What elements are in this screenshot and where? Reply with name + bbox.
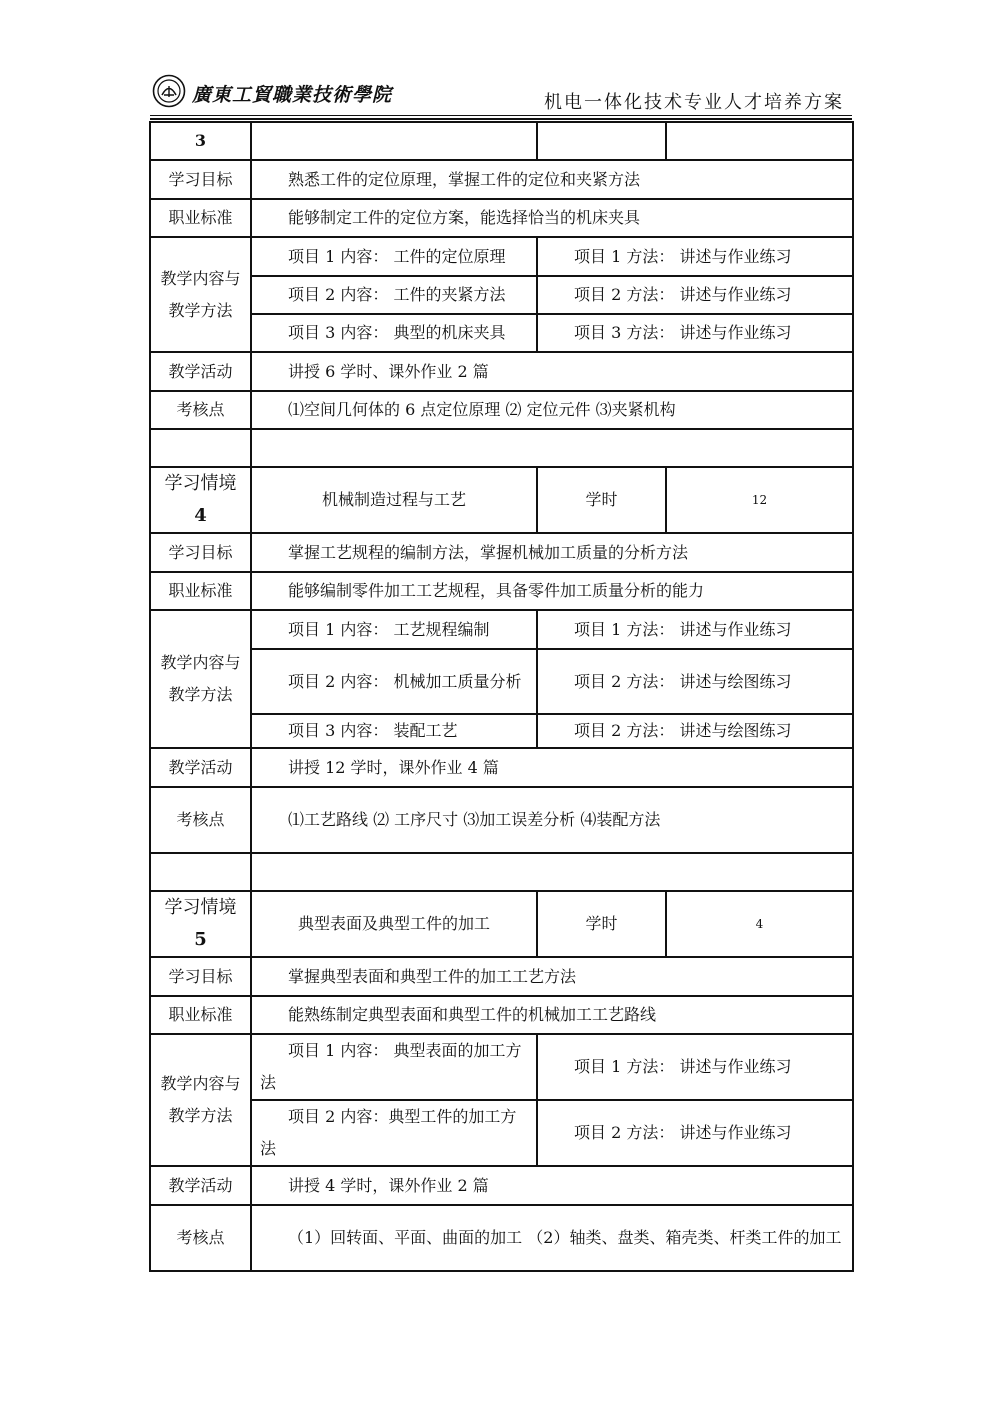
- item-method: 项目 1 方法： 讲述与作业练习: [537, 237, 853, 276]
- situation-label-cell: [150, 467, 251, 533]
- standard-row: [150, 199, 853, 237]
- goal-label: 学习目标: [150, 533, 251, 572]
- hours-value: 12: [666, 467, 853, 533]
- content-row: [150, 1034, 853, 1100]
- assessment-row: [150, 391, 853, 429]
- standard-text: 能够制定工件的定位方案，能选择恰当的机床夹具: [251, 199, 853, 237]
- item-content: 项目 3 内容： 典型的机床夹具: [251, 314, 537, 352]
- content-row: [150, 714, 853, 748]
- page-header: [150, 70, 852, 118]
- situation-label: 学习情境: [164, 897, 237, 918]
- standard-row: [150, 996, 853, 1034]
- situation-header-row: [150, 891, 853, 957]
- spacer-cell: [150, 853, 251, 891]
- item-method: 项目 3 方法： 讲述与作业练习: [537, 314, 853, 352]
- situation-number: 5: [194, 929, 207, 950]
- plan-title: 机电一体化技术专业人才培养方案: [544, 92, 844, 113]
- school-logo-icon: [152, 74, 186, 108]
- situation-title: 典型表面及典型工件的加工: [251, 891, 537, 957]
- situation-header-row: [150, 467, 853, 533]
- item-method: 项目 2 方法： 讲述与绘图练习: [537, 649, 853, 714]
- content-row: [150, 314, 853, 352]
- goal-row: [150, 957, 853, 996]
- assessment-label: 考核点: [150, 787, 251, 853]
- item-method: 项目 2 方法： 讲述与绘图练习: [537, 714, 853, 748]
- situation-number: 4: [194, 505, 207, 526]
- content-row: [150, 237, 853, 276]
- item-content: 项目 2 内容： 工件的夹紧方法: [251, 276, 537, 314]
- activity-row: [150, 352, 853, 391]
- standard-label: 职业标准: [150, 572, 251, 610]
- situation-header-row: [150, 122, 853, 160]
- content-row: [150, 649, 853, 714]
- situation-label-cell: [150, 891, 251, 957]
- situation-title: 机械制造过程与工艺: [251, 467, 537, 533]
- item-content: 项目 3 内容： 装配工艺: [251, 714, 537, 748]
- standard-text: 能熟练制定典型表面和典型工件的机械加工工艺路线: [251, 996, 853, 1034]
- curriculum-table: [149, 121, 854, 1272]
- assessment-label: 考核点: [150, 1205, 251, 1271]
- goal-text: 掌握工艺规程的编制方法，掌握机械加工质量的分析方法: [251, 533, 853, 572]
- activity-row: [150, 1166, 853, 1205]
- item-method: 项目 2 方法： 讲述与作业练习: [537, 1100, 853, 1166]
- item-method: 项目 1 方法： 讲述与作业练习: [537, 1034, 853, 1100]
- assessment-text: ⑴空间几何体的 6 点定位原理 ⑵ 定位元件 ⑶夹紧机构: [251, 391, 853, 429]
- spacer-cell: [251, 429, 853, 467]
- standard-row: [150, 572, 853, 610]
- content-method-label: 教学内容与教学方法: [150, 237, 251, 352]
- standard-label: 职业标准: [150, 199, 251, 237]
- content-row: [150, 1100, 853, 1166]
- header-rule-thick: [150, 118, 852, 120]
- item-method: 项目 2 方法： 讲述与作业练习: [537, 276, 853, 314]
- hours-label: 学时: [537, 467, 666, 533]
- goal-label: 学习目标: [150, 160, 251, 199]
- assessment-row: [150, 787, 853, 853]
- activity-text: 讲授 12 学时，课外作业 4 篇: [251, 748, 853, 787]
- standard-text: 能够编制零件加工工艺规程，具备零件加工质量分析的能力: [251, 572, 853, 610]
- spacer-cell: [251, 853, 853, 891]
- content-method-label: 教学内容与教学方法: [150, 1034, 251, 1166]
- activity-label: 教学活动: [150, 1166, 251, 1205]
- activity-label: 教学活动: [150, 352, 251, 391]
- item-content: 项目 1 内容： 工件的定位原理: [251, 237, 537, 276]
- standard-label: 职业标准: [150, 996, 251, 1034]
- hours-label: 学时: [537, 891, 666, 957]
- spacer-cell: [150, 429, 251, 467]
- item-content: 项目 1 内容： 典型表面的加工方法: [251, 1034, 537, 1100]
- situation-number: 3: [150, 122, 251, 160]
- content-method-label: 教学内容与教学方法: [150, 610, 251, 748]
- activity-row: [150, 748, 853, 787]
- item-content: 项目 2 内容：典型工件的加工方法: [251, 1100, 537, 1166]
- goal-text: 掌握典型表面和典型工件的加工工艺方法: [251, 957, 853, 996]
- goal-row: [150, 533, 853, 572]
- assessment-label: 考核点: [150, 391, 251, 429]
- hours-value: 4: [666, 891, 853, 957]
- activity-text: 讲授 6 学时、课外作业 2 篇: [251, 352, 853, 391]
- item-content: 项目 1 内容： 工艺规程编制: [251, 610, 537, 649]
- item-content: 项目 2 内容： 机械加工质量分析: [251, 649, 537, 714]
- hours-label-cell: [537, 122, 666, 160]
- assessment-text: （1）回转面、平面、曲面的加工 （2）轴类、盘类、箱壳类、杆类工件的加工: [251, 1205, 853, 1271]
- situation-label: 学习情境: [164, 473, 237, 494]
- school-name: 廣東工貿職業技術學院: [192, 84, 393, 106]
- goal-text: 熟悉工件的定位原理，掌握工件的定位和夹紧方法: [251, 160, 853, 199]
- assessment-row: [150, 1205, 853, 1271]
- content-row: [150, 276, 853, 314]
- goal-row: [150, 160, 853, 199]
- spacer-row: [150, 853, 853, 891]
- goal-label: 学习目标: [150, 957, 251, 996]
- assessment-text: ⑴工艺路线 ⑵ 工序尺寸 ⑶加工误差分析 ⑷装配方法: [251, 787, 853, 853]
- hours-value-cell: [666, 122, 853, 160]
- item-method: 项目 1 方法： 讲述与作业练习: [537, 610, 853, 649]
- activity-text: 讲授 4 学时，课外作业 2 篇: [251, 1166, 853, 1205]
- situation-title-cell: [251, 122, 537, 160]
- content-row: [150, 610, 853, 649]
- header-rule-thin: [150, 115, 852, 116]
- activity-label: 教学活动: [150, 748, 251, 787]
- spacer-row: [150, 429, 853, 467]
